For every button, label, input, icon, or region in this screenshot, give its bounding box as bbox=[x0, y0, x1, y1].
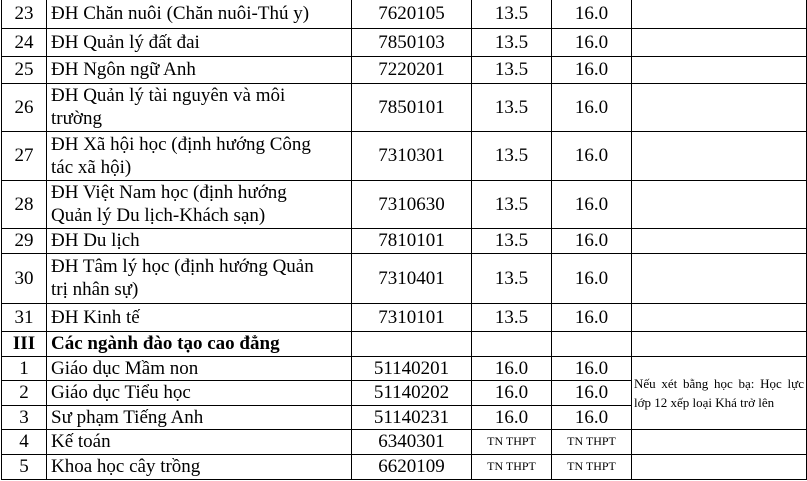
score-col-1: TN THPT bbox=[472, 454, 552, 479]
empty-cell bbox=[352, 331, 472, 356]
note-cell bbox=[632, 83, 807, 131]
major-name: ĐH Du lịch bbox=[47, 228, 352, 253]
score-col-2: 16.0 bbox=[552, 303, 632, 331]
empty-cell bbox=[472, 331, 552, 356]
row-number: 31 bbox=[2, 303, 47, 331]
major-code: 6620109 bbox=[352, 454, 472, 479]
note-cell bbox=[632, 454, 807, 479]
score-col-2: 16.0 bbox=[552, 405, 632, 429]
score-col-2: 16.0 bbox=[552, 380, 632, 405]
major-name-line: ĐH Việt Nam học (định hướng bbox=[51, 182, 287, 203]
row-number: 23 bbox=[2, 0, 47, 28]
major-code: 7620105 bbox=[352, 0, 472, 28]
major-code: 7220201 bbox=[352, 56, 472, 83]
section-number: III bbox=[2, 331, 47, 356]
major-code: 7310101 bbox=[352, 303, 472, 331]
table-row bbox=[2, 0, 807, 28]
admission-note-cell bbox=[632, 356, 807, 429]
note-cell bbox=[632, 131, 807, 180]
major-code: 7850101 bbox=[352, 83, 472, 131]
score-col-1: 13.5 bbox=[472, 56, 552, 83]
score-col-2: 16.0 bbox=[552, 253, 632, 303]
table-row bbox=[2, 28, 807, 56]
score-col-2: 16.0 bbox=[552, 131, 632, 180]
table-row bbox=[2, 180, 807, 228]
major-name-line: ĐH Xã hội học (định hướng Công bbox=[51, 133, 311, 155]
major-name bbox=[47, 180, 352, 228]
table-row bbox=[2, 429, 807, 454]
row-number: 24 bbox=[2, 28, 47, 56]
score-col-2: 16.0 bbox=[552, 180, 632, 228]
table-row bbox=[2, 356, 807, 380]
score-col-1: TN THPT bbox=[472, 429, 552, 454]
score-col-2: 16.0 bbox=[552, 56, 632, 83]
note-cell bbox=[632, 228, 807, 253]
row-number: 4 bbox=[2, 429, 47, 454]
table-row bbox=[2, 454, 807, 479]
score-col-1: 16.0 bbox=[472, 356, 552, 380]
major-name: Giáo dục Mầm non bbox=[47, 356, 352, 380]
major-code: 7810101 bbox=[352, 228, 472, 253]
major-name-line: Quản lý Du lịch-Khách sạn) bbox=[51, 205, 266, 226]
empty-cell bbox=[552, 331, 632, 356]
note-cell bbox=[632, 429, 807, 454]
score-col-1: 16.0 bbox=[472, 405, 552, 429]
score-col-2: 16.0 bbox=[552, 28, 632, 56]
score-col-1: 13.5 bbox=[472, 253, 552, 303]
major-name-line: ĐH Tâm lý học (định hướng Quản bbox=[51, 256, 314, 277]
note-cell bbox=[632, 0, 807, 28]
score-col-1: 13.5 bbox=[472, 303, 552, 331]
major-name: Giáo dục Tiểu học bbox=[47, 380, 352, 405]
admission-note: Nếu xét bằng học bạ: Học lực lớp 12 xếp loại Khá trở lên bbox=[634, 375, 804, 410]
major-name: ĐH Quản lý đất đai bbox=[47, 28, 352, 56]
table-row bbox=[2, 131, 807, 180]
section-header-row bbox=[2, 331, 807, 356]
empty-cell bbox=[632, 331, 807, 356]
score-col-1: 13.5 bbox=[472, 28, 552, 56]
row-number: 3 bbox=[2, 405, 47, 429]
note-cell bbox=[632, 180, 807, 228]
row-number: 25 bbox=[2, 56, 47, 83]
row-number: 26 bbox=[2, 83, 47, 131]
row-number: 28 bbox=[2, 180, 47, 228]
table-row bbox=[2, 253, 807, 303]
major-name: Kế toán bbox=[47, 429, 352, 454]
major-name bbox=[47, 83, 352, 131]
note-cell bbox=[632, 56, 807, 83]
score-col-2: 16.0 bbox=[552, 0, 632, 28]
score-col-1: 13.5 bbox=[472, 131, 552, 180]
score-col-1: 13.5 bbox=[472, 83, 552, 131]
row-number: 2 bbox=[2, 380, 47, 405]
score-col-2: TN THPT bbox=[552, 454, 632, 479]
major-name: ĐH Kinh tế bbox=[47, 303, 352, 331]
major-name-line: trường bbox=[51, 108, 102, 129]
admission-scores-table bbox=[1, 0, 807, 480]
major-name-line: trị nhân sự) bbox=[51, 279, 139, 300]
major-name-line: tác xã hội) bbox=[51, 156, 132, 178]
major-name: ĐH Ngôn ngữ Anh bbox=[47, 56, 352, 83]
major-code: 6340301 bbox=[352, 429, 472, 454]
score-col-2: TN THPT bbox=[552, 429, 632, 454]
major-code: 51140231 bbox=[352, 405, 472, 429]
row-number: 5 bbox=[2, 454, 47, 479]
major-code: 51140202 bbox=[352, 380, 472, 405]
table-row bbox=[2, 83, 807, 131]
row-number: 29 bbox=[2, 228, 47, 253]
table-row bbox=[2, 303, 807, 331]
note-cell bbox=[632, 28, 807, 56]
note-cell bbox=[632, 253, 807, 303]
score-col-1: 13.5 bbox=[472, 0, 552, 28]
major-code: 7310401 bbox=[352, 253, 472, 303]
major-code: 7850103 bbox=[352, 28, 472, 56]
note-cell bbox=[632, 303, 807, 331]
major-name: ĐH Chăn nuôi (Chăn nuôi-Thú y) bbox=[47, 0, 352, 28]
major-name bbox=[47, 131, 352, 180]
major-code: 51140201 bbox=[352, 356, 472, 380]
row-number: 27 bbox=[2, 131, 47, 180]
table-row bbox=[2, 56, 807, 83]
major-name-line: ĐH Quản lý tài nguyên và môi bbox=[51, 85, 286, 106]
score-col-1: 13.5 bbox=[472, 180, 552, 228]
row-number: 30 bbox=[2, 253, 47, 303]
score-col-2: 16.0 bbox=[552, 83, 632, 131]
score-col-2: 16.0 bbox=[552, 228, 632, 253]
section-title: Các ngành đào tạo cao đẳng bbox=[47, 331, 352, 356]
major-code: 7310301 bbox=[352, 131, 472, 180]
major-name bbox=[47, 253, 352, 303]
score-col-1: 16.0 bbox=[472, 380, 552, 405]
major-code: 7310630 bbox=[352, 180, 472, 228]
score-col-1: 13.5 bbox=[472, 228, 552, 253]
score-col-2: 16.0 bbox=[552, 356, 632, 380]
major-name: Khoa học cây trồng bbox=[47, 454, 352, 479]
row-number: 1 bbox=[2, 356, 47, 380]
major-name: Sư phạm Tiếng Anh bbox=[47, 405, 352, 429]
table-row bbox=[2, 228, 807, 253]
